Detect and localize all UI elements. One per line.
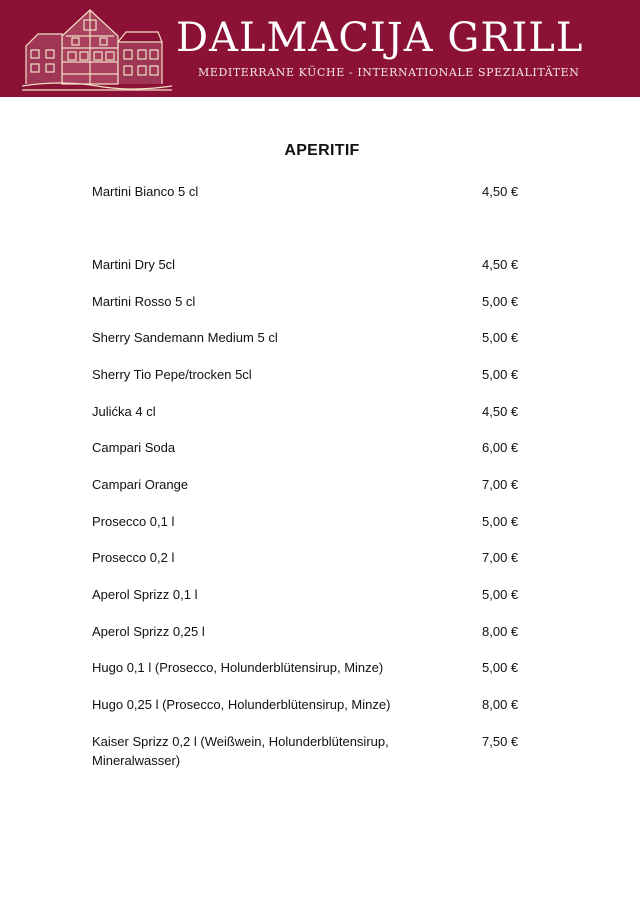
menu-item-price: 8,00 € (482, 697, 519, 712)
header-banner (0, 0, 640, 97)
menu-item-price: 5,00 € (482, 330, 519, 345)
menu-item-price: 5,00 € (482, 514, 519, 529)
menu-item-price: 4,50 € (482, 404, 519, 419)
section-title: APERITIF (284, 142, 360, 159)
menu-item-name: Julićka 4 cl (92, 404, 156, 419)
menu-item-name: Sherry Sandemann Medium 5 cl (92, 330, 278, 345)
building-illustration-icon (22, 6, 172, 92)
menu-item-price: 5,00 € (482, 660, 519, 675)
menu-item-name: Aperol Sprizz 0,1 l (92, 587, 198, 602)
menu-item-price: 4,50 € (482, 257, 519, 272)
menu-item-name: Martini Bianco 5 cl (92, 184, 199, 199)
restaurant-name: DALMACIJA GRILL (176, 15, 584, 61)
menu-item-name: Prosecco 0,1 l (92, 514, 175, 529)
menu-item-name: Campari Orange (92, 477, 189, 492)
menu-item-price: 7,00 € (482, 550, 519, 565)
menu-item-name: Prosecco 0,2 l (92, 550, 175, 565)
menu-item-price: 4,50 € (482, 184, 519, 199)
menu-item-price: 7,00 € (482, 477, 519, 492)
menu-item-name: Martini Rosso 5 cl (92, 294, 196, 309)
menu-item-name: Aperol Sprizz 0,25 l (92, 624, 205, 639)
menu-item-price: 7,50 € (482, 734, 519, 749)
menu-item-name: Kaiser Sprizz 0,2 l (Weißwein, Holunderblütensirup, Mineralwasser) (92, 734, 389, 768)
menu-item-name: Campari Soda (92, 440, 176, 455)
menu-item-name: Sherry Tio Pepe/trocken 5cl (92, 367, 252, 382)
menu-item-price: 5,00 € (482, 294, 519, 309)
restaurant-tagline: MEDITERRANE KÜCHE - INTERNATIONALE SPEZIALITÄTEN (198, 66, 580, 79)
menu-item-price: 6,00 € (482, 440, 519, 455)
menu-item-name: Martini Dry 5cl (92, 257, 176, 272)
menu-item-price: 8,00 € (482, 624, 519, 639)
menu-item-name: Hugo 0,25 l (Prosecco, Holunderblütensirup, Minze) (92, 697, 391, 712)
menu-item-name: Hugo 0,1 l (Prosecco, Holunderblütensirup, Minze) (92, 660, 384, 675)
menu-item-price: 5,00 € (482, 367, 519, 382)
menu-item-price: 5,00 € (482, 587, 519, 602)
